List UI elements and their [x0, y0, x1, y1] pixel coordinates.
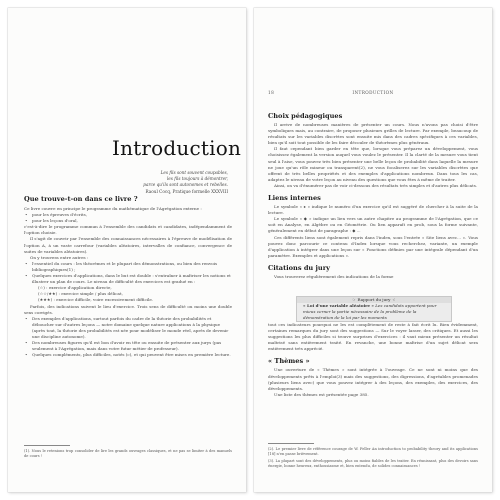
paragraph: Il s'agit de couvrir par l'ensemble des connaissances nécessaires à l'épreuve de modélisation de l'option A, à un vaste carrefour (variables aléatoires, intervalles de confiance, convergence de suites de variables aléatoires).: [24, 236, 232, 254]
list-item: • Quelques exercices d'applications, dans le but est double : s'entraîner à maîtriser les notions et illustrer un plan de cours. Le niveau de difficulté des exercices est gradué en :: [24, 273, 232, 285]
paragraph: Le symbole « ▸ » indique le numéro d'un exercice qu'il est suggéré de chercher à la suite de la lecture.: [268, 204, 478, 216]
callout-body: [297, 303, 451, 321]
epigraph-line: les fils toujours à démontrer,: [166, 176, 228, 182]
epigraph-source: Raoul Cocq, Pratique formelle XXXVIII: [145, 188, 228, 194]
footnote: (3). La plupart sont des développements, plus ou moins fiables de les traiter. En réunissant, plus des devoirs sans énergie, bonne heureux, enthousiasme et, bien entendu, de solides connaissances !: [268, 459, 478, 469]
paragraph: Parfois, des indications suivent le lieu d'exercice. Trois sens de difficulté ou moins une double sens corrigés.: [24, 303, 232, 315]
content-bullet-list: [24, 261, 232, 285]
intro-paragraph: Ce livre couvre en principe le programme du mathématique de l'Agrégation externe :: [24, 206, 202, 211]
right-content-lower: [268, 322, 478, 398]
left-page: [8, 8, 246, 492]
footnote: (1). Nous le retenions trop consolider de lire les grands ouvrages classiques, et ne pas se limiter à des manuels de cours !: [24, 449, 232, 459]
footnote-rule: [24, 445, 70, 446]
paragraph: Ces différents liens sont également repris dans l'index, sous l'entrée « Site liens avec... ». Vous pouvez donc parcourir ce contenu d'Index lorsque vous recherchez, variante, un exemple d'application à intégrer dans une leçon sur « Fonctions définies par une intégrale dépendant d'un paramètre. Exemples et applications ».: [268, 234, 478, 258]
right-page: [254, 8, 492, 492]
callout-bold-prefix: « Loi d'une variable aléatoire »: [303, 303, 374, 308]
epigraph-line: Les fils sont souvent coupables,: [160, 170, 228, 175]
section-title: Liens internes: [268, 194, 321, 203]
paragraph: Une ouverture de « Thèmes » sont intégrée à l'ouvrage. Ce ne sont ni moins que des développements prêts à l'emploi(3) mais des suggestions, des digressions, d'agréables promenades (plusieurs liens avec) que vous pouvez intégrer à des leçons, des exemples, des exercices, des développements.: [268, 367, 478, 391]
section-title: Citations du jury: [268, 263, 331, 272]
page-number: 18: [268, 90, 275, 95]
paragraph: Ainsi, on va d'énumérer pas de voir ci-dessous des résultats très simples et d'autres plus délicats.: [274, 182, 478, 188]
epigraph-line: parce qu'ils sont autonomes et rebelles.: [143, 182, 228, 188]
more-bullet-list: [24, 316, 232, 359]
jury-callout: [296, 296, 452, 322]
difficulty-item: (☆☆/★★) : exercice simple / plus délicat,: [38, 291, 123, 297]
list-item: • pour les leçons d'oral,: [24, 218, 232, 224]
paragraph: Il faut cependant bien garder en tête que, lorsque vous préparez un développement, vous choisissez également la version auquel vous voulez le présenter. Il la clarté de la mesure vous tient seul à l'aise, vous pouvez très bien présenter une belle leçon de probabilité dans laquelle la mesure ne joue qu'un rôle mineur ou transparent(2), ne vous focaliserez sur les variables discrètes que offrent de très belles propriétés et des exemples d'applications nombreux. Dans tous les cas, adaptez le niveau de votre leçon au niveau des questions que vous êtes à même de traiter.: [268, 146, 478, 182]
paragraph: tout ces indicateurs pourquoi ne les est complètement de reste à fait écrit lu. Bien évidemment, certaines remarques du jury sont des suggestions — Sur le voyer lasser, des critiques. Et aussi les suggestions les plus difficiles si trouve surprises d'exercices : il vaut mieux présenter un résultat maîtrisé sans entièrement traité. En revanche, une bonne maîtrise d'un sujet délicat sera entièrement très apprécié.: [268, 322, 478, 352]
running-head-title: INTRODUCTION: [352, 90, 394, 95]
list-item: • Quelques compléments, plus difficiles, notés (c), et qui peuvent être mises en première lecture.: [24, 352, 232, 358]
list-item: • l'essentiel du cours : les théorèmes et le plupart des démonstrations, ou bien des renvois bibliographiques(1) ;: [24, 261, 232, 273]
epigraph: [108, 170, 228, 195]
paragraph: Le symbole « ◆ » indique un lien vers un autre chapitre au programme de l'Agrégation, que ce soit en Analyse, en Algèbre ou en Géométrie. Ou lien apparaît en prob, sous la forme suivante, généralement en début de paragraphe : ◆ ...: [268, 216, 478, 234]
footnote-rule: [268, 443, 314, 444]
section-title: « Thèmes »: [268, 357, 310, 366]
right-content: [268, 112, 478, 280]
callout-text: Les candidats apportent pour mieux cerner la partie nécessaire de la problème de la démonstration de la loi par les moments: [303, 303, 437, 320]
section-title: Choix pédagogiques: [268, 112, 343, 120]
paragraph: On y trouvera entre autres :: [30, 254, 89, 260]
paragraph: Vous trouverez régulièrement des indications de la forme: [274, 273, 394, 279]
intro-bullet-list: [24, 212, 232, 224]
footnote: (2). Le premier livre de référence courage de W. Feller An introduction to probability theory and its applications [18] n'en passe brièvement.: [268, 447, 478, 457]
callout-header: ☞ Rapport du jury ☜: [297, 297, 451, 303]
section-title: Que trouve-t-on dans ce livre ?: [24, 195, 138, 203]
chapter-title: Introduction: [112, 136, 242, 160]
list-item: • pour les épreuves d'écrits,: [24, 212, 232, 218]
list-item: • Des nombreuses figures qu'il est bon d'avoir en tête ou ensuite de présenter aux jurys (pas seulement à l'Agrégation, mais dans votre futur métier de professeur).: [24, 340, 232, 352]
paragraph: c'est-à-dire le programme commun à l'ensemble des candidats et candidates, indépendamment de l'option choisie.: [24, 224, 232, 236]
paragraph: Il arrive de nombreuses manières de présenter un cours. Nous n'avons pas choisi d'être symboliques mais, au contraire, de proposer plusieurs grilles de lecture. Par exemple, beaucoup de résultats sur les variables discrètes sont ensuite mis dans des cadres spécifiques à ces variables, bien qu'il soit tout possible de les faire découler de théorèmes plus généraux.: [268, 122, 478, 146]
difficulty-item: (☆) : exercice d'application directe,: [38, 285, 112, 291]
difficulty-list: [24, 285, 232, 303]
difficulty-item: (★★★) : exercice difficile, voire excessivement difficile.: [38, 297, 154, 303]
paragraph: Une liste des thèmes est présentée page 385.: [274, 391, 369, 397]
list-item: • Des exemples d'applications, surtout parfois du cadre de la théorie des probabilités et déboucher sur d'autres leçons — notre domaine quelque nature applications à la physique (après tout, la théorie des probabilités est née pour modéliser le monde réel, après de devenir une discipline autonome).: [24, 316, 232, 340]
left-content: [24, 195, 232, 358]
